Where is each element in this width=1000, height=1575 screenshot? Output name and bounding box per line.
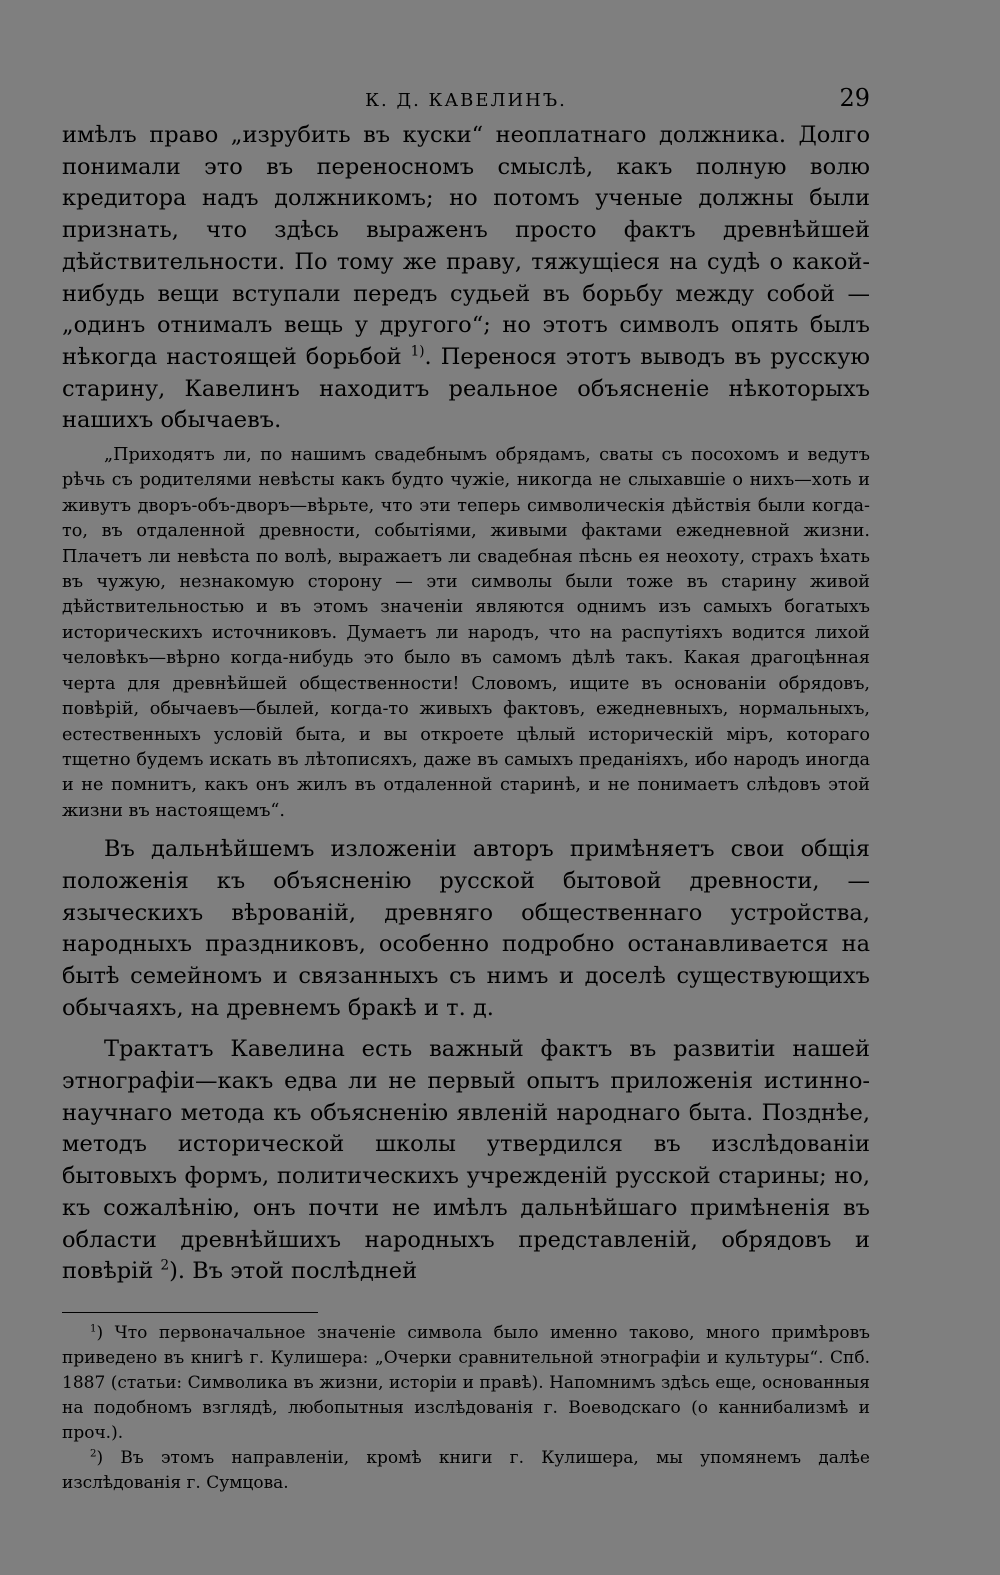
footnote-divider xyxy=(62,1312,318,1313)
paragraph-1-tail: . Перенося этотъ выводъ въ русскую старину, Кавелинъ находитъ реальное объясненіе нѣкоторыхъ нашихъ обычаевъ. xyxy=(62,343,870,434)
footnote-ref-2: 2 xyxy=(160,1257,170,1274)
footnote-2-text: ) Въ этомъ направленіи, кромѣ книги г. Кулишера, мы упомянемъ далѣе изслѣдованія г. Сумцова. xyxy=(62,1447,870,1493)
paragraph-3-tail: ). Въ этой послѣдней xyxy=(169,1258,418,1285)
footnote-1-text: ) Что первоначальное значеніе символа было именно таково, много примѣровъ приведено въ книгѣ г. Кулишера: „Очерки сравнительной этнографіи и культуры“. Спб. 1887 (статьи: Символика въ жизни, исторіи и правѣ). Напомнимъ здѣсь еще, основанныя на подобномъ взглядѣ, любопытныя изслѣдованія г. Воеводскаго (о каннибализмѣ и проч.). xyxy=(62,1322,870,1443)
footnote-1 xyxy=(62,1321,870,1446)
book-page xyxy=(62,84,870,1496)
paragraph-1-text: имѣлъ право „изрубить въ куски“ неоплатнаго должника. Долго понимали это въ переносномъ смыслѣ, какъ полную волю кредитора надъ должникомъ; но потомъ ученые должны были признать, что здѣсь выраженъ просто фактъ древнѣйшей дѣйствительности. По тому же праву, тяжущіеся на судѣ о какой-нибудь вещи вступали передъ судьей въ борьбу между собой — „одинъ отнималъ вещь у другого“; но этотъ символъ опять былъ нѣкогда настоящей борьбой xyxy=(62,122,870,370)
block-quote: „Приходятъ ли, по нашимъ свадебнымъ обрядамъ, сваты съ посохомъ и ведутъ рѣчь съ родителями невѣсты какъ будто чужіе, никогда не слыхавшіе о нихъ—хоть и живутъ дворъ-объ-дворъ—вѣрьте, что эти теперь символическія дѣйствія были когда-то, въ отдаленной древности, событіями, живыми фактами ежедневной жизни. Плачетъ ли невѣста по волѣ, выражаетъ ли свадебная пѣснь ея неохоту, страхъ ѣхать въ чужую, незнакомую сторону — эти символы были тоже въ старину живой дѣйствительностью и въ этомъ значеніи являются однимъ изъ самыхъ богатыхъ историческихъ источниковъ. Думаетъ ли народъ, что на распутіяхъ водится лихой человѣкъ—вѣрно когда-нибудь это было въ самомъ дѣлѣ такъ. Какая драгоцѣнная черта для древнѣйшей общественности! Словомъ, ищите въ основаніи обрядовъ, повѣрій, обычаевъ—былей, когда-то живыхъ фактовъ, ежедневныхъ, нормальныхъ, естественныхъ условій быта, и вы откроете цѣлый историческій міръ, котораго тщетно будемъ искать въ лѣтописяхъ, даже въ самыхъ преданіяхъ, ибо народъ иногда и не помнитъ, какъ онъ жилъ въ отдаленной старинѣ, и не понимаетъ слѣдовъ этой жизни въ настоящемъ“. xyxy=(62,445,870,821)
paragraph-1 xyxy=(62,120,870,437)
paragraph-3 xyxy=(62,1034,870,1288)
page-header xyxy=(62,84,870,120)
running-title: К. Д. КАВЕЛИНЪ. xyxy=(365,90,567,111)
page-number: 29 xyxy=(839,84,870,112)
footnote-2 xyxy=(62,1446,870,1496)
footnote-2-marker: 2 xyxy=(90,1448,97,1460)
paragraph-3-text: Трактатъ Кавелина есть важный фактъ въ развитіи нашей этнографіи—какъ едва ли не первый опытъ приложенія истинно-научнаго метода къ объясненію явленій народнаго быта. Позднѣе, методъ исторической школы утвердился въ изслѣдованіи бытовыхъ формъ, политическихъ учрежденій русской старины; но, къ сожалѣнію, онъ почти не имѣлъ дальнѣйшаго примѣненія въ области древнѣйшихъ народныхъ представленій, обрядовъ и повѣрій xyxy=(62,1036,870,1285)
footnote-ref-1: 1) xyxy=(410,343,425,360)
footnote-1-marker: 1 xyxy=(90,1323,97,1335)
paragraph-2: Въ дальнѣйшемъ изложеніи авторъ примѣняетъ свои общія положенія къ объясненію русской бытовой древности, — языческихъ вѣрованій, древняго общественнаго устройства, народныхъ праздниковъ, особенно подробно останавливается на бытѣ семейномъ и связанныхъ съ нимъ и доселѣ существующихъ обычаяхъ, на древнемъ бракѣ и т. д. xyxy=(62,836,870,1021)
